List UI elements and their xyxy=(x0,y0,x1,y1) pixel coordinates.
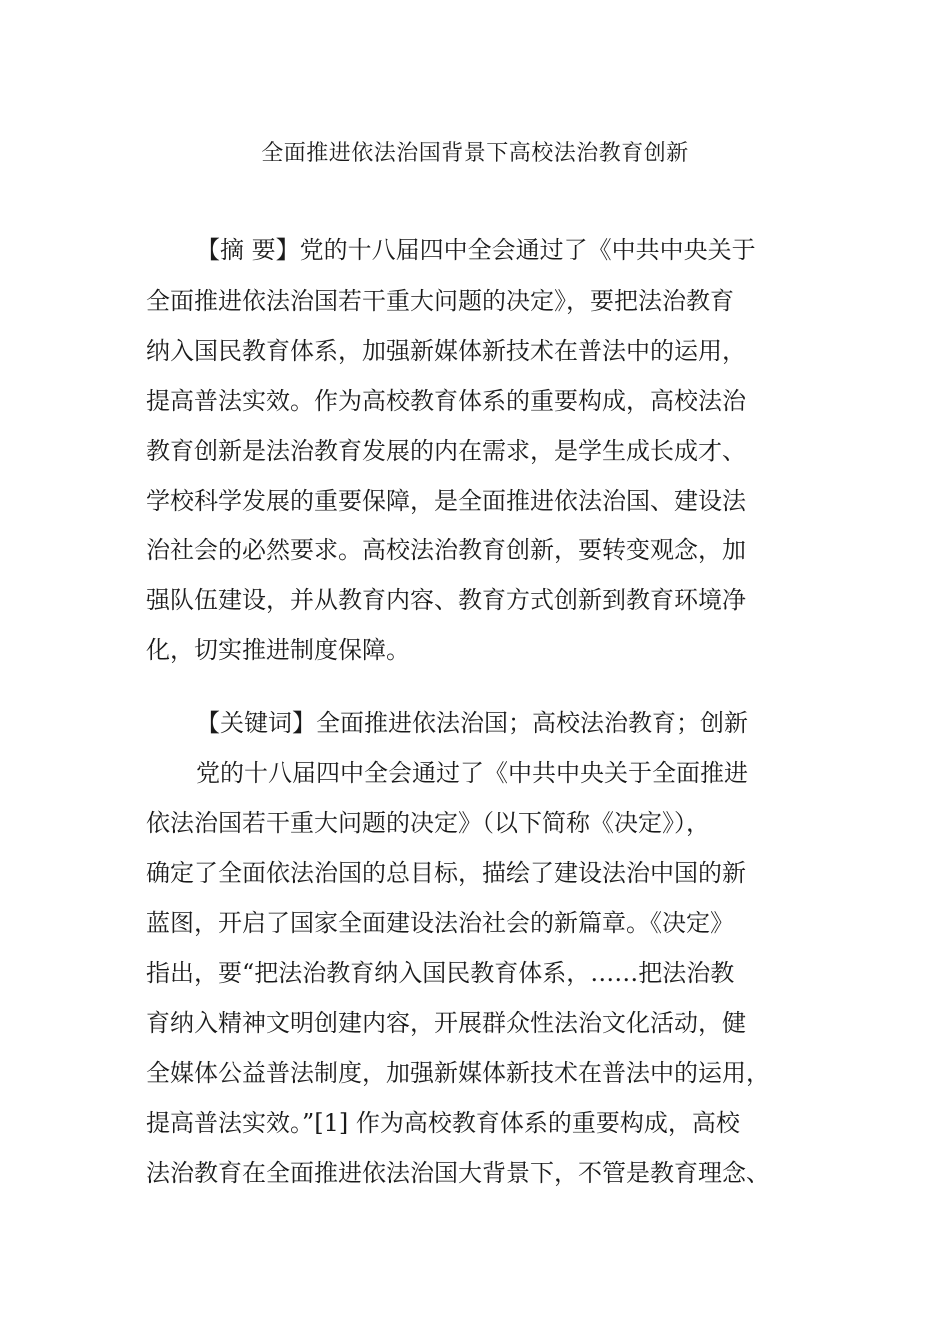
body-line: 提高普法实效。”[1] 作为高校教育体系的重要构成，高校 xyxy=(146,1109,740,1137)
abstract-line: 【摘 要】党的十八届四中全会通过了《中共中央关于 xyxy=(196,236,756,264)
abstract-line: 教育创新是法治教育发展的内在需求，是学生成长成才、 xyxy=(146,437,746,465)
abstract-line: 学校科学发展的重要保障，是全面推进依法治国、建设法 xyxy=(146,487,746,515)
body-line: 确定了全面依法治国的总目标，描绘了建设法治中国的新 xyxy=(146,859,746,887)
abstract-line: 纳入国民教育体系，加强新媒体新技术在普法中的运用， xyxy=(146,337,746,365)
body-line: 全媒体公益普法制度，加强新媒体新技术在普法中的运用， xyxy=(146,1059,770,1087)
abstract-line: 治社会的必然要求。高校法治教育创新，要转变观念，加 xyxy=(146,536,746,564)
body-line: 依法治国若干重大问题的决定》（以下简称《决定》）， xyxy=(146,809,710,837)
body-line: 法治教育在全面推进依法治国大背景下，不管是教育理念、 xyxy=(146,1159,770,1187)
keywords-line: 【关键词】全面推进依法治国；高校法治教育；创新 xyxy=(196,709,748,737)
abstract-line: 化，切实推进制度保障。 xyxy=(146,636,410,664)
body-line: 党的十八届四中全会通过了《中共中央关于全面推进 xyxy=(196,759,748,787)
abstract-line: 全面推进依法治国若干重大问题的决定》，要把法治教育 xyxy=(146,287,734,315)
body-line: 育纳入精神文明创建内容，开展群众性法治文化活动，健 xyxy=(146,1009,746,1037)
abstract-line: 提高普法实效。作为高校教育体系的重要构成，高校法治 xyxy=(146,387,746,415)
abstract-line: 强队伍建设，并从教育内容、教育方式创新到教育环境净 xyxy=(146,586,746,614)
body-line: 蓝图，开启了国家全面建设法治社会的新篇章。《决定》 xyxy=(146,909,734,937)
document-title: 全面推进依法治国背景下高校法治教育创新 xyxy=(261,141,689,166)
body-line: 指出，要“把法治教育纳入国民教育体系，……把法治教 xyxy=(146,959,735,987)
